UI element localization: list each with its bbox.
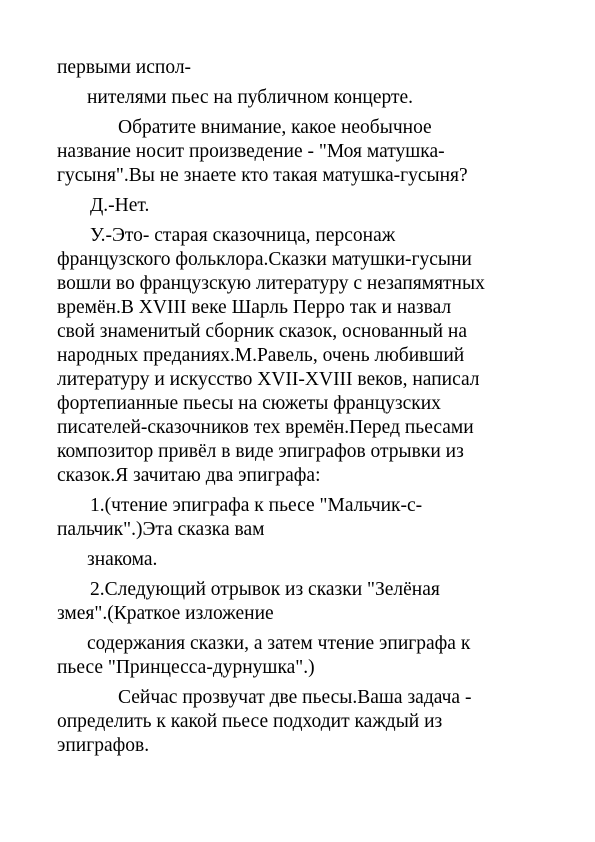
text-line-24: пьесе "Принцесса-дурнушка".) bbox=[57, 657, 315, 678]
text-line-9: вошли во французскую литературу с незапямятных bbox=[57, 273, 485, 294]
text-line-26: определить к какой пьесе подходит каждый из bbox=[57, 711, 443, 732]
text-line-14: фортепианные пьесы на сюжеты французских bbox=[57, 393, 441, 414]
text-line-3: Обратите внимание, какое необычное bbox=[118, 117, 432, 138]
text-line-1: первыми испол- bbox=[57, 57, 192, 78]
text-line-12: народных преданиях.М.Равель, очень любивший bbox=[57, 345, 465, 366]
text-line-4: название носит произведение - "Моя матушка- bbox=[57, 141, 445, 162]
text-line-6: Д.-Нет. bbox=[90, 195, 150, 216]
text-line-16: композитор привёл в виде эпиграфов отрывки из bbox=[57, 441, 464, 462]
text-line-5: гусыня".Вы не знаете кто такая матушка-гусыня? bbox=[57, 165, 468, 186]
text-line-20: знакома. bbox=[87, 549, 158, 570]
text-line-11: свой знаменитый сборник сказок, основанный на bbox=[57, 321, 468, 342]
text-line-22: змея".(Краткое изложение bbox=[57, 603, 274, 624]
text-line-21: 2.Следующий отрывок из сказки "Зелёная bbox=[90, 579, 440, 600]
text-line-23: содержания сказки, а затем чтение эпиграфа к bbox=[87, 633, 471, 654]
text-line-13: литературу и искусство XVII-XVIII веков, написал bbox=[57, 369, 480, 390]
text-line-18: 1.(чтение эпиграфа к пьесе "Мальчик-с- bbox=[90, 495, 423, 516]
text-line-8: французского фольклора.Сказки матушки-гусыни bbox=[57, 249, 472, 270]
text-line-2: нителями пьес на публичном концерте. bbox=[87, 87, 414, 108]
text-line-10: времён.В XVIII веке Шарль Перро так и назвал bbox=[57, 297, 452, 318]
text-line-15: писателей-сказочников тех времён.Перед пьесами bbox=[57, 417, 474, 438]
text-line-19: пальчик".)Эта сказка вам bbox=[57, 519, 265, 540]
text-line-27: эпиграфов. bbox=[57, 735, 150, 756]
text-line-25: Сейчас прозвучат две пьесы.Ваша задача - bbox=[118, 687, 472, 708]
text-line-17: сказок.Я зачитаю два эпиграфа: bbox=[57, 465, 321, 486]
text-line-7: У.-Это- старая сказочница, персонаж bbox=[90, 225, 396, 246]
